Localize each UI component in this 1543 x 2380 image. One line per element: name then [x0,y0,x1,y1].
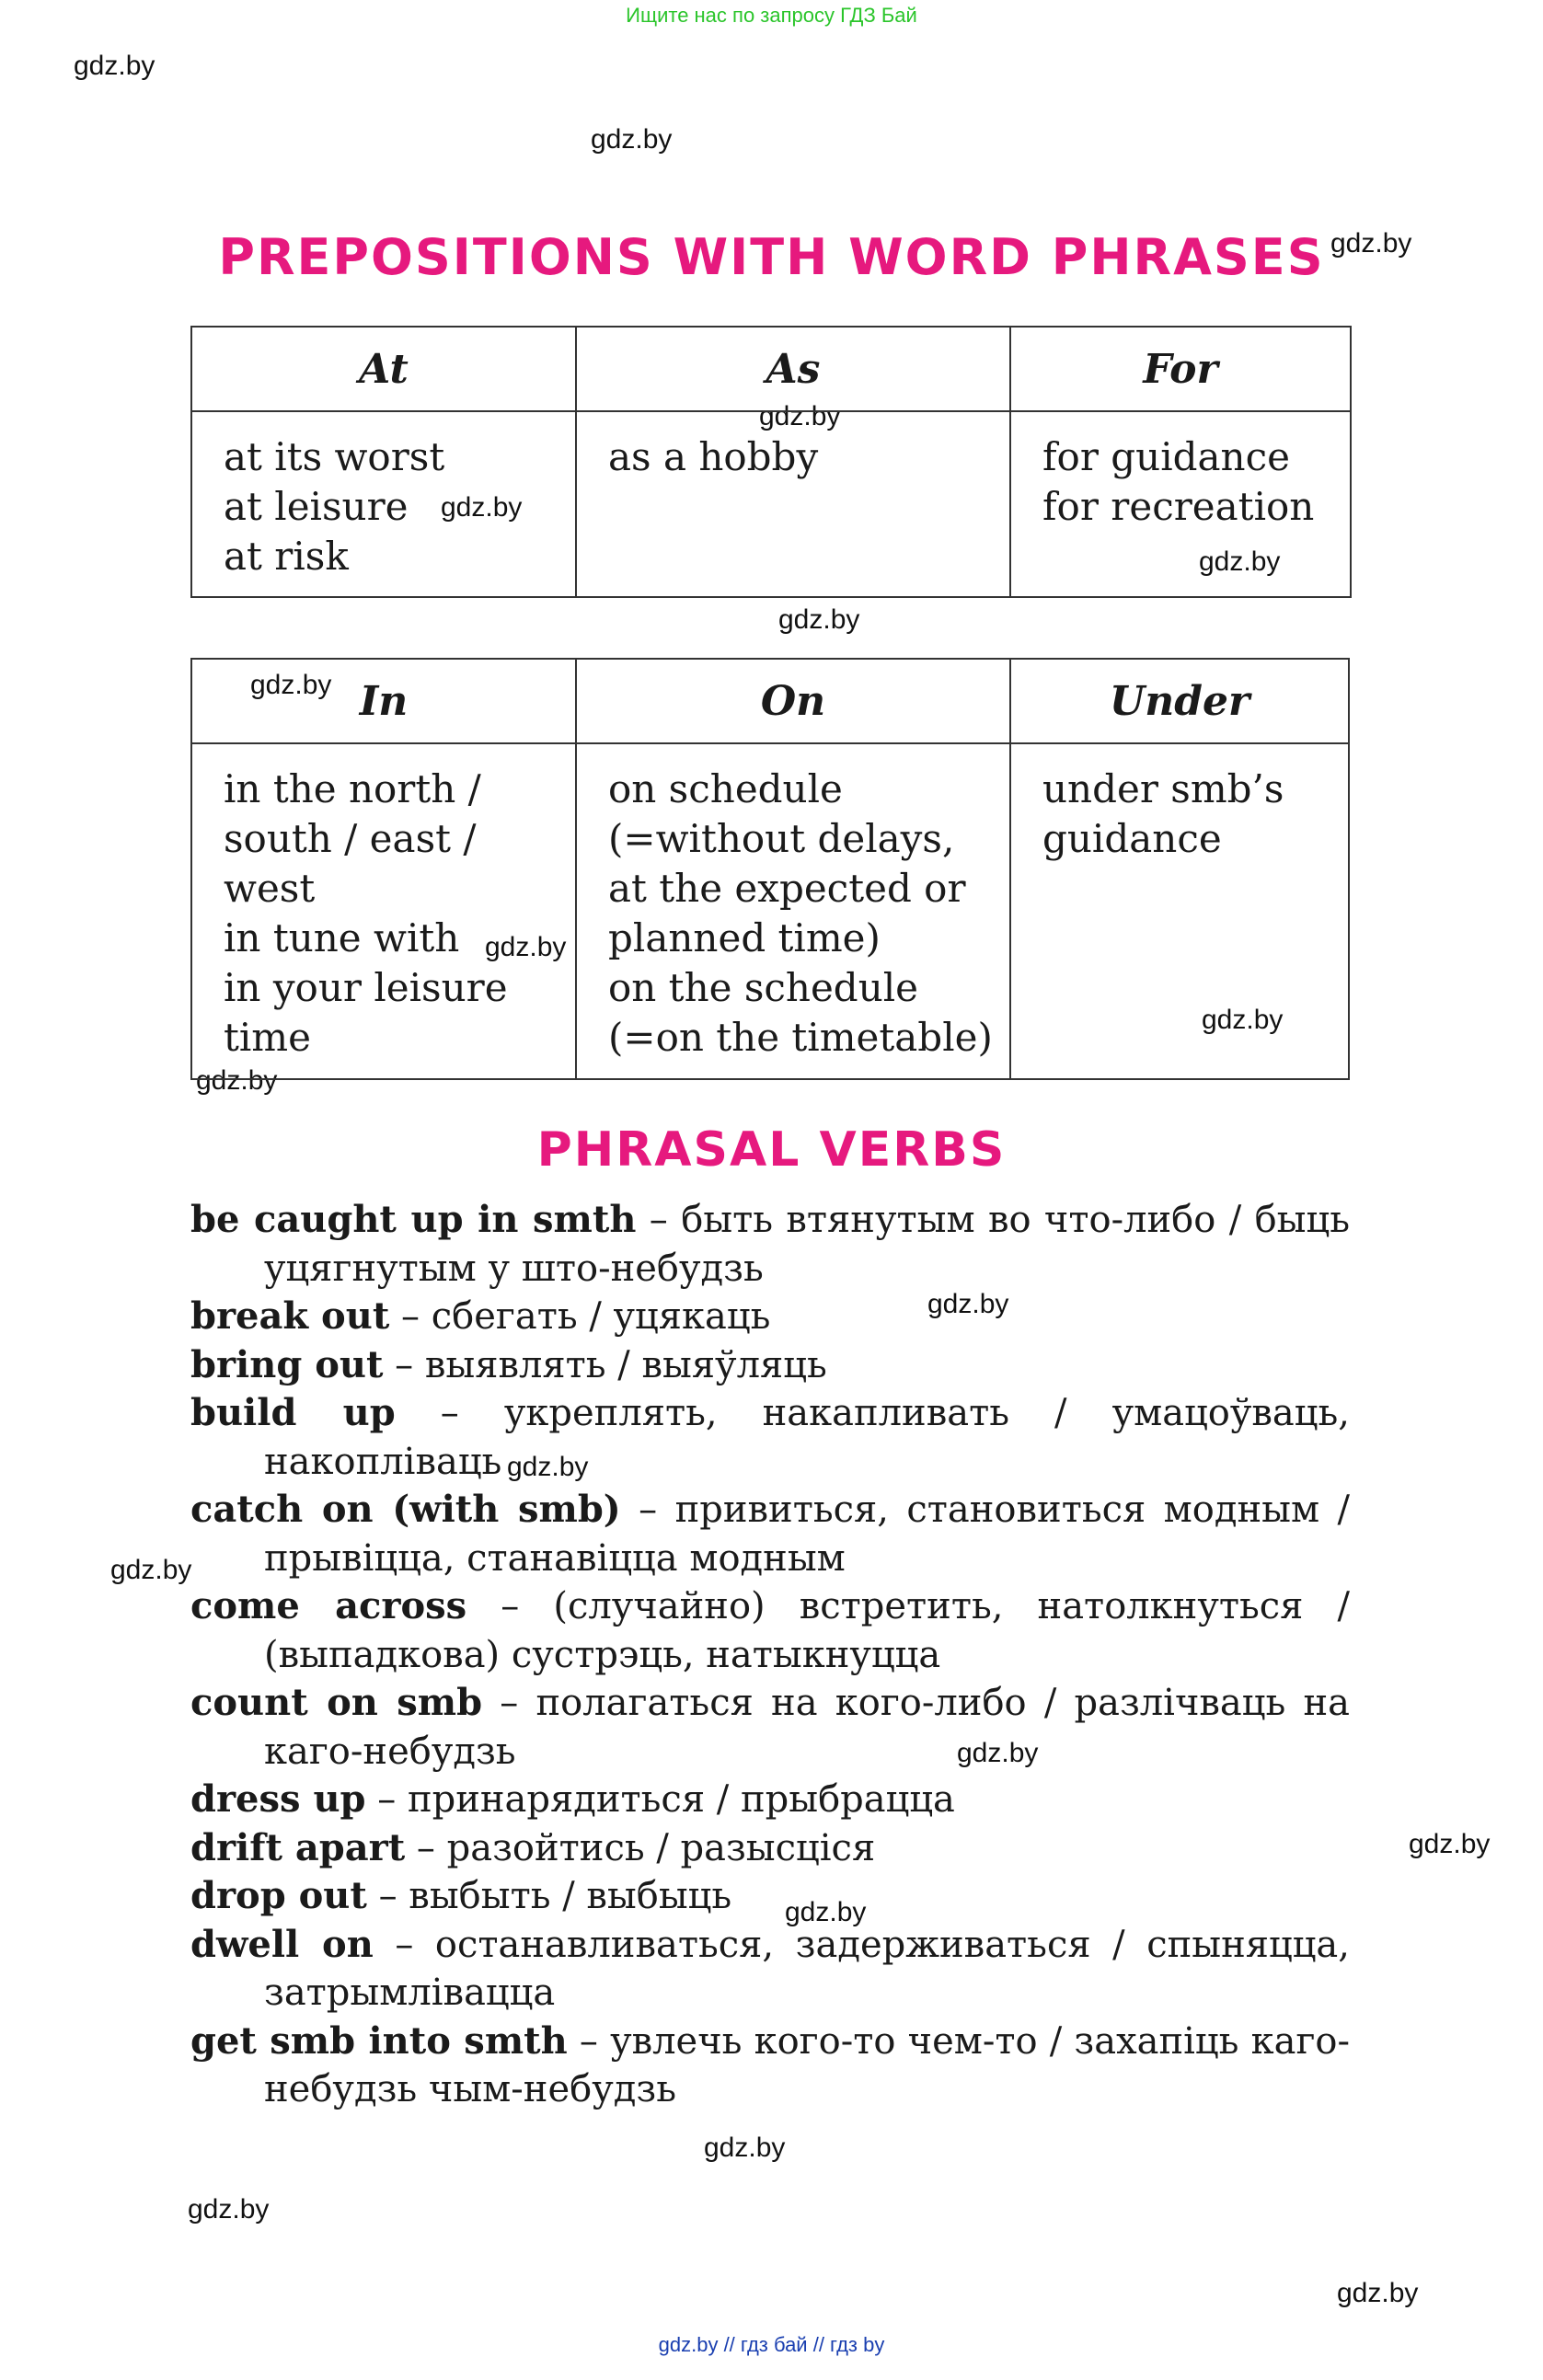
verb-term: be caught up in smth [190,1198,637,1241]
verb-definition: полагаться на кого-либо / разлічваць на каго-небудзь [264,1682,1350,1773]
footer-links[interactable]: gdz.by // гдз бай // гдз by [658,2333,885,2356]
verb-definition: увлечь кого-то чем-то / захапіць каго-небудзь чым-небудзь [264,2019,1351,2110]
verb-definition: укреплять, накапливать / умацоўваць, накопліваць [264,1392,1350,1483]
verb-term: dwell on [190,1922,374,1966]
top-search-link[interactable]: Ищите нас по запросу ГДЗ Бай [626,4,917,27]
list-item: drop out – выбыть / выбыць [190,1874,732,1917]
verb-definition: сбегать / уцякаць [431,1295,771,1338]
watermark: gdz.by [1337,2278,1419,2308]
list-item: get smb into smth – увлечь кого-то чем-то / захапіць каго-небудзь чым-небудзь [190,2018,1351,2110]
header-under: Under [1010,659,1349,743]
header-at: At [191,327,576,411]
watermark: gdz.by [591,124,673,155]
verb-term: count on smb [190,1681,483,1724]
prepositions-table-1 [190,326,1352,598]
verb-definition: привиться, становиться модным / прывіцца, станавіцца модным [264,1489,1350,1580]
header-for: For [1010,327,1351,411]
cell-under: under smb’s guidance [1010,743,1349,1079]
cell-in: in the north / south / east / west in tune with in your leisure time [191,743,576,1079]
verb-definition: быть втянутым во что-либо / быць уцягнутым у што-небудзь [264,1199,1351,1290]
list-item: drift apart – разойтись / разысціся [190,1825,876,1869]
list-item: dwell on – останавливаться, задерживаться / спыняцца, затрымлівацца [190,1922,1350,2014]
list-item: be caught up in smth – быть втянутым во что-либо / быць уцягнутым у што-небудзь [190,1198,1351,1290]
list-item: dress up – принарядиться / прыбрацца [190,1777,955,1821]
verb-term: dress up [190,1777,366,1821]
list-item: break out – сбегать / уцякаць [190,1294,771,1338]
list-item: build up – укреплять, накапливать / умацоўваць, накопліваць [190,1391,1350,1483]
cell-for: for guidance for recreation [1010,411,1351,597]
verb-term: break out [190,1294,390,1338]
watermark: gdz.by [1202,1005,1284,1035]
verb-definition: останавливаться, задерживаться / спыняцца, затрымлівацца [264,1923,1350,2014]
watermark: gdz.by [441,492,523,523]
cell-at: at its worst at leisure at risk [191,411,576,597]
verb-definition: выявлять / выяўляць [424,1343,827,1386]
watermark: gdz.by [759,401,841,431]
watermark: gdz.by [778,604,860,635]
cell-on: on schedule (=without delays, at the expected or planned time) on the schedule (=on the timetable) [576,743,1010,1079]
watermark: gdz.by [1199,546,1281,577]
watermark: gdz.by [1409,1829,1491,1859]
watermark: gdz.by [1330,228,1412,259]
watermark: gdz.by [704,2133,786,2163]
watermark: gdz.by [74,51,155,81]
verb-term: build up [190,1391,396,1434]
watermark: gdz.by [110,1555,192,1585]
watermark: gdz.by [957,1738,1039,1768]
verb-definition: (случайно) встретить, натолкнуться / (выпадкова) сустрэць, натыкнуцца [264,1585,1350,1676]
list-item: catch on (with smb) – привиться, становиться модным / прывіцца, станавіцца модным [190,1488,1350,1580]
cell-as: as a hobby [576,411,1010,597]
watermark: gdz.by [250,670,332,700]
list-item: come across – (случайно) встретить, натолкнуться / (выпадкова) сустрэць, натыкнуцца [190,1584,1350,1676]
watermark: gdz.by [196,1065,278,1096]
verb-term: drop out [190,1874,367,1917]
section-title-prepositions: PREPOSITIONS WITH WORD PHRASES [218,228,1325,286]
header-on: On [576,659,1010,743]
watermark: gdz.by [188,2194,270,2225]
phrasal-verbs-list [190,1196,1350,2114]
verb-definition: разойтись / разысціся [446,1826,876,1869]
list-item: bring out – выявлять / выяўляць [190,1342,827,1386]
section-title-phrasal-verbs: PHRASAL VERBS [536,1122,1007,1178]
verb-definition: принарядиться / прыбрацца [407,1778,955,1821]
verb-term: get smb into smth [190,2018,568,2063]
verb-term: drift apart [190,1825,406,1869]
verb-term: come across [190,1584,467,1627]
verb-term: bring out [190,1342,384,1386]
watermark: gdz.by [485,932,567,962]
watermark: gdz.by [785,1897,867,1927]
header-in: In [191,659,576,743]
prepositions-table-2 [190,658,1350,1080]
watermark: gdz.by [927,1289,1009,1319]
verb-term: catch on (with smb) [190,1488,621,1531]
header-as: As [576,327,1010,411]
list-item: count on smb – полагаться на кого-либо / разлічваць на каго-небудзь [190,1681,1350,1773]
verb-definition: выбыть / выбыць [409,1875,732,1917]
watermark: gdz.by [507,1452,589,1482]
